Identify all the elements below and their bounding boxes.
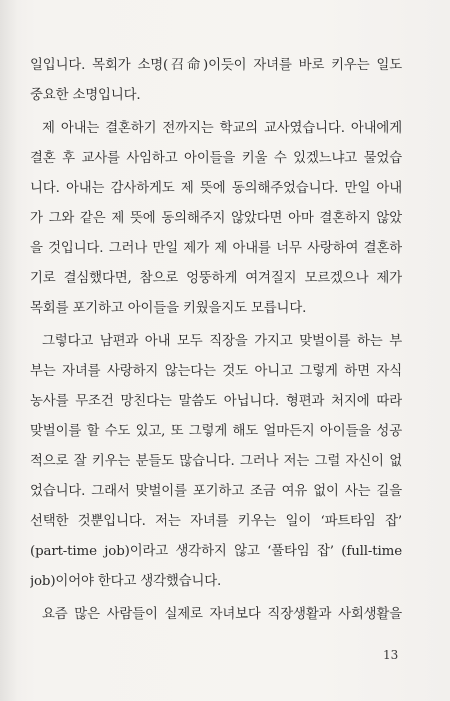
text-line: 기로 결심했다면, 참으로 엉뚱하게 여겨질지 모르겠으나 제가 — [30, 271, 402, 286]
text-line: 중요한 소명입니다. — [30, 88, 141, 103]
text-line: 가 그와 같은 제 뜻에 동의해주지 않았다면 아마 결혼하지 않았 — [30, 211, 402, 226]
text-line: 제 아내는 결혼하기 전까지는 학교의 교사였습니다. 아내에게 — [42, 121, 402, 136]
text-line: job)이어야 한다고 생각했습니다. — [30, 574, 222, 589]
text-line: 목회를 포기하고 아이들을 키웠을지도 모릅니다. — [30, 301, 307, 316]
text-line: 선택한 것뿐입니다. 저는 자녀를 키우는 일이 ‘파트타임 잡’ — [30, 514, 402, 529]
text-line: 적으로 잘 키우는 분들도 많습니다. 그러나 저는 그럴 자신이 없 — [30, 454, 402, 469]
page-number: 13 — [383, 648, 399, 662]
text-line: (part-time job)이라고 생각하지 않고 ‘풀타임 잡’ (full-time — [30, 544, 402, 559]
text-line: 일입니다. 목회가 소명(召命)이듯이 자녀를 바로 키우는 일도 — [30, 58, 402, 73]
text-line: 을 것입니다. 그러나 만일 제가 제 아내를 너무 사랑하여 결혼하 — [30, 241, 402, 256]
text-line: 맞벌이를 할 수도 있고, 또 그렇게 해도 얼마든지 아이들을 성공 — [30, 424, 402, 439]
text-line: 요즘 많은 사람들이 실제로 자녀보다 직장생활과 사회생활을 — [42, 607, 402, 622]
text-line: 그렇다고 남편과 아내 모두 직장을 가지고 맞벌이를 하는 부 — [42, 334, 402, 349]
text-line: 부는 자녀를 사랑하지 않는다는 것도 아니고 그렇게 하면 자식 — [30, 364, 402, 379]
text-line: 었습니다. 그래서 맞벌이를 포기하고 조금 여유 없이 사는 길을 — [30, 484, 402, 499]
text-line: 결혼 후 교사를 사임하고 아이들을 키울 수 있겠느냐고 물었습 — [30, 151, 402, 166]
spine-shadow — [0, 0, 18, 701]
text-line: 농사를 무조건 망친다는 말씀도 아닙니다. 형편과 처지에 따라 — [30, 394, 402, 409]
text-line: 니다. 아내는 감사하게도 제 뜻에 동의해주었습니다. 만일 아내 — [30, 181, 402, 196]
